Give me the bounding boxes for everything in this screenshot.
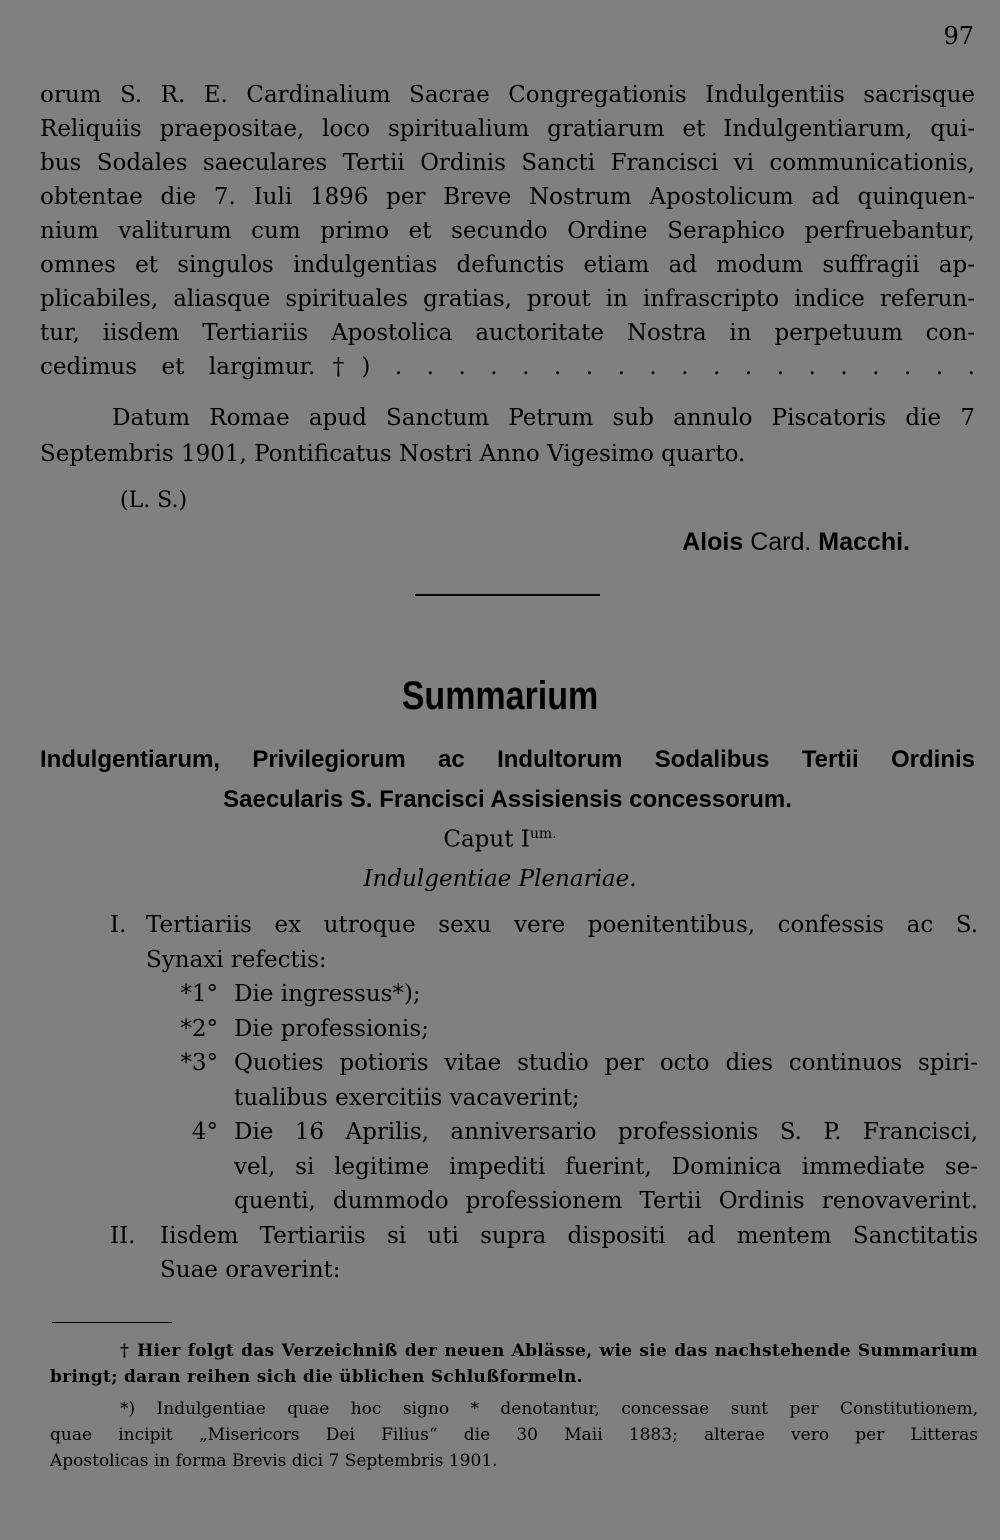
- footnote-dagger: [50, 1338, 978, 1390]
- text-line: quenti, dummodo professionem Tertii Ordinis renovaverint.: [234, 1188, 978, 1214]
- signature-surname: Macchi.: [818, 528, 910, 556]
- sub-item: [110, 977, 978, 1012]
- footnotes: [50, 1338, 978, 1474]
- text-line: Die ingressus*);: [234, 981, 421, 1007]
- text-line: orum S. R. E. Cardinalium Sacrae Congregationis Indulgentiis sacrisque: [40, 82, 975, 108]
- footnote-rule: [52, 1322, 172, 1323]
- footnote-star: [50, 1396, 978, 1474]
- chapter-title: Indulgentiae Plenariae.: [363, 866, 637, 892]
- text-line: omnes et singulos indulgentias defunctis etiam ad modum suffragii ap-: [40, 252, 975, 278]
- list-item: [110, 1219, 978, 1288]
- datum-paragraph: [40, 400, 975, 472]
- text-line: Datum Romae apud Sanctum Petrum sub annulo Piscatoris die 7: [112, 405, 975, 431]
- text-line: Apostolicas in forma Brevis dici 7 Septembris 1901.: [50, 1451, 498, 1471]
- text-line: bringt; daran reihen sich die üblichen Schlußformeln.: [50, 1367, 583, 1387]
- sub-item-number: *2°: [180, 1015, 218, 1042]
- separator-rule: [415, 594, 600, 596]
- page-number: 97: [943, 22, 974, 50]
- seal-mark: (L. S.): [120, 488, 188, 513]
- indulgence-list: [110, 908, 978, 1288]
- text-line: Quoties potioris vitae studio per octo dies continuos spiri-: [234, 1050, 978, 1076]
- item-number: II.: [110, 1222, 136, 1249]
- sub-item: [110, 1046, 978, 1115]
- text-line: nium valiturum cum primo et secundo Ordine Seraphico perfruebantur,: [40, 218, 975, 244]
- item-number: I.: [110, 912, 127, 938]
- subheading-line: Saecularis S. Francisci Assisiensis concessorum.: [223, 786, 792, 813]
- text-line: *) Indulgentiae quae hoc signo * denotantur, concessae sunt per Constitutionem,: [120, 1399, 978, 1419]
- text-line: plicabiles, aliasque spirituales gratias, prout in infrascripto indice referun-: [40, 286, 975, 312]
- text-line: Reliquiis praepositae, loco spiritualium gratiarum et Indulgentiarum, qui-: [40, 116, 975, 142]
- text-line: bus Sodales saeculares Tertii Ordinis Sancti Francisci vi communicationis,: [40, 150, 975, 176]
- text-line: † Hier folgt das Verzeichniß der neuen Ablässe, wie sie das nachstehende Summarium: [120, 1341, 978, 1361]
- text-line: Tertiariis ex utroque sexu vere poenitentibus, confessis ac S.: [146, 912, 978, 938]
- body-paragraph: [40, 78, 975, 384]
- text-line: quae incipit „Misericors Dei Filius“ die 30 Maii 1883; alterae vero per Litteras: [50, 1425, 978, 1445]
- text-line: tualibus exercitiis vacaverint;: [234, 1084, 580, 1111]
- text-line: Iisdem Tertiariis si uti supra dispositi ad mentem Sanctitatis: [160, 1222, 978, 1249]
- signature-title: Card.: [750, 528, 812, 556]
- text-line: vel, si legitime impediti fuerint, Dominica immediate se-: [234, 1153, 978, 1180]
- subheading: [40, 740, 975, 820]
- subheading-line: Indulgentiarum, Privilegiorum ac Indultorum Sodalibus Tertii Ordinis: [40, 746, 975, 773]
- text-line: obtentae die 7. Iuli 1896 per Breve Nostrum Apostolicum ad quinquen-: [40, 184, 975, 210]
- sub-item-number: 4°: [191, 1119, 218, 1145]
- text-line: Die 16 Aprilis, anniversario professionis S. P. Francisci,: [234, 1119, 978, 1145]
- text-line: Septembris 1901, Pontificatus Nostri Anno Vigesimo quarto.: [40, 441, 746, 467]
- sub-item-number: *3°: [180, 1050, 218, 1076]
- sub-item: [110, 1115, 978, 1219]
- sub-item-number: *1°: [180, 981, 218, 1007]
- section-heading: Summarium: [401, 674, 599, 718]
- signature-name: Alois: [682, 528, 744, 556]
- text-line: cedimus et largimur.†) . . . . . . . . . . . . . . . . . . .: [40, 354, 975, 380]
- text-line: Die professionis;: [234, 1015, 429, 1042]
- signature: [682, 528, 910, 557]
- text-line: Suae oraverint:: [160, 1257, 341, 1283]
- chapter-label: Caput $I^{um.}$: [443, 826, 557, 853]
- sub-item: [110, 1012, 978, 1047]
- list-item: [110, 908, 978, 977]
- text-line: Synaxi refectis:: [146, 946, 327, 973]
- text-line: tur, iisdem Tertiariis Apostolica auctoritate Nostra in perpetuum con-: [40, 320, 975, 346]
